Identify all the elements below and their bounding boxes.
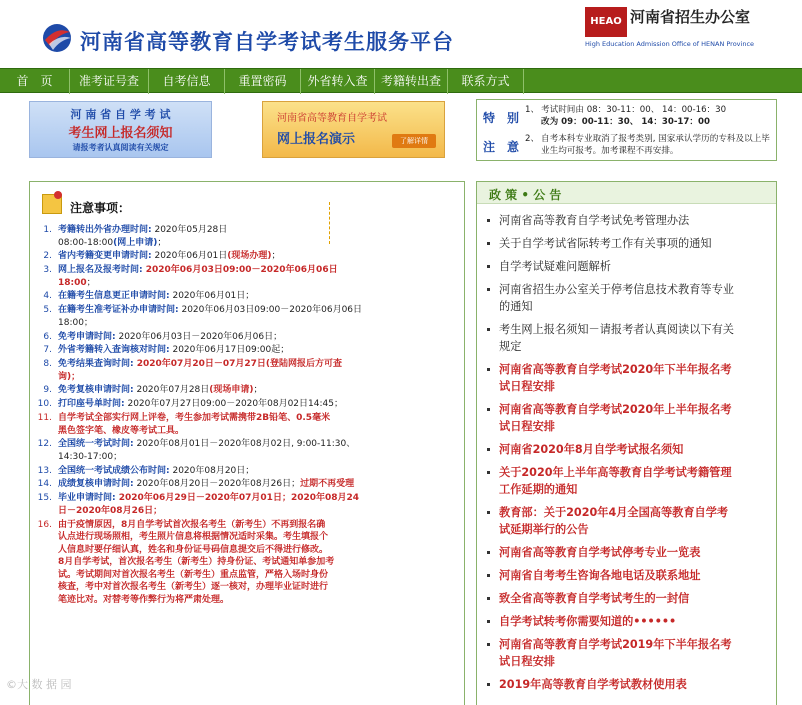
policy-link-line: 河南省2020年8月自学考试报名须知 bbox=[499, 443, 684, 456]
notice-text-segment: 2020年06月17日09:00起； bbox=[169, 345, 290, 356]
notice-item bbox=[30, 358, 466, 383]
notice-item-number: 5. bbox=[43, 305, 52, 316]
banner-demo-line1: 河南省高等教育自学考试 bbox=[277, 113, 387, 124]
notice-text-segment: 免考申请时间: bbox=[58, 331, 116, 342]
policy-link[interactable] bbox=[499, 321, 769, 355]
notice-item bbox=[30, 465, 466, 478]
notice-item-text bbox=[58, 331, 460, 344]
notice-item bbox=[30, 492, 466, 517]
watermark: ©大 数 据 园 bbox=[6, 678, 72, 691]
notice-item-line bbox=[58, 478, 460, 491]
notice-item bbox=[30, 290, 466, 303]
notice-item-text bbox=[58, 412, 460, 437]
policy-link-line: 河南省高等教育自学考试停考专业一览表 bbox=[499, 546, 701, 559]
special-row bbox=[525, 116, 773, 128]
notice-item-number: 10. bbox=[37, 399, 52, 410]
notice-item bbox=[30, 224, 466, 249]
policy-link-line: 自学考试疑难问题解析 bbox=[499, 260, 611, 273]
notice-item-line bbox=[58, 358, 460, 371]
site-logo-icon bbox=[40, 20, 74, 54]
notice-item-text bbox=[58, 224, 460, 249]
policy-link-line: 教育部：关于2020年4月全国高等教育自学考 bbox=[499, 506, 729, 519]
notice-text-segment: 笔迹比对。对替考等作弊行为将严肃处理。 bbox=[58, 594, 230, 605]
banner-notice-line3: 请报考者认真阅读有关规定 bbox=[72, 143, 169, 152]
notice-text-segment: ； bbox=[86, 277, 96, 288]
notice-text-segment: 人信息时要仔细认真，姓名和身份证号码信息提交后不得进行修改。 bbox=[58, 544, 329, 555]
notice-item-line bbox=[58, 492, 460, 505]
notice-text-segment: 2020年08月20日； bbox=[169, 465, 255, 476]
notice-item-line bbox=[58, 556, 460, 569]
notice-text-segment: 由于疫情原因，8月自学考试首次报名考生（新考生）不再到报名确 bbox=[58, 519, 326, 530]
policy-link-line: 河南省自考考生咨询各地电话及联系地址 bbox=[499, 569, 701, 582]
notice-item bbox=[30, 384, 466, 397]
policy-link[interactable] bbox=[499, 258, 769, 275]
notice-item bbox=[30, 398, 466, 411]
notice-item-line bbox=[58, 304, 460, 317]
notice-item-line bbox=[58, 331, 460, 344]
notice-text-segment: 2020年06月01日； bbox=[169, 291, 255, 302]
notice-item-line bbox=[58, 264, 460, 277]
notice-item-number: 14. bbox=[37, 479, 52, 490]
nav-contact[interactable]: 联系方式 bbox=[448, 69, 524, 94]
notice-text-segment: 在籍考生信息更正申请时间: bbox=[58, 291, 170, 302]
notice-title: 注意事项： bbox=[70, 201, 131, 215]
notice-item-line bbox=[58, 519, 460, 532]
notice-text-segment: 网上报名及报考时间: bbox=[58, 265, 143, 276]
notice-text-segment: 黑色签字笔、橡皮等考试工具。 bbox=[58, 425, 185, 436]
policy-link-line: 河南省高等教育自学考试免考管理办法 bbox=[499, 214, 690, 227]
notice-item bbox=[30, 264, 466, 289]
notice-item-line bbox=[58, 438, 460, 451]
notice-text-segment: 免考复核申请时间: bbox=[58, 385, 134, 396]
policy-link-line: 河南省招生办公室关于停考信息技术教育等专业 bbox=[499, 283, 734, 296]
policy-link[interactable] bbox=[499, 676, 769, 693]
notice-item-text bbox=[58, 398, 460, 411]
notice-text-segment: 2020年07月28日 bbox=[133, 385, 210, 396]
learn-more-button[interactable]: 了解详情 bbox=[392, 134, 436, 148]
notice-text-segment: ； bbox=[253, 385, 263, 396]
notice-text-segment: 18:00； bbox=[58, 317, 93, 328]
notice-text-segment: 2020年06月29日－2020年07月01日；2020年08月24 bbox=[115, 493, 360, 504]
notice-item bbox=[30, 250, 466, 263]
notice-text-segment: 2020年08月20日－2020年08月26日； bbox=[133, 479, 301, 490]
notice-item-text bbox=[58, 492, 460, 517]
notice-text-segment: 过期不再受理 bbox=[300, 479, 355, 490]
notice-item-number: 1. bbox=[43, 225, 52, 235]
policy-link-line: 试日程安排 bbox=[499, 380, 555, 393]
nav-transfer-out-query[interactable]: 考籍转出查 bbox=[375, 69, 448, 94]
notice-item-line bbox=[58, 290, 460, 303]
policy-link-line: 试日程安排 bbox=[499, 655, 555, 668]
special-row-num: 1、 bbox=[525, 105, 540, 115]
notice-text-segment: 2020年07月20日－07月27日(登陆网报后方可查 bbox=[133, 359, 343, 370]
notice-text-segment: 认点进行现场照相，考生照片信息将根据情况适时采集。考生填报个 bbox=[58, 532, 329, 542]
notice-item-line bbox=[58, 224, 460, 237]
site-title: 河南省高等教育自学考试考生服务平台 bbox=[80, 30, 454, 54]
notice-item-line bbox=[58, 425, 460, 438]
notice-item bbox=[30, 478, 466, 491]
notice-item bbox=[30, 519, 466, 607]
notice-text-segment: (现场办理) bbox=[227, 251, 272, 262]
special-row bbox=[525, 104, 773, 116]
office-subtitle: High Education Admission Office of HENAN Province bbox=[585, 40, 755, 48]
special-row-text: 改为 09：00-11：30、 14：30-17：00 bbox=[541, 117, 710, 127]
notice-text-segment: 2020年06月03日－2020年06月06日； bbox=[115, 331, 283, 342]
notice-item-text bbox=[58, 478, 460, 491]
notice-item-text bbox=[58, 290, 460, 303]
notice-box bbox=[29, 181, 465, 705]
notice-text-segment: 8月自学考试，首次报名考生（新考生）持身份证、考试通知单参加考 bbox=[58, 557, 335, 567]
notice-text-segment: 毕业申请时间: bbox=[58, 493, 116, 504]
registration-demo-banner[interactable] bbox=[262, 101, 445, 158]
notice-item-line bbox=[58, 371, 460, 384]
notice-text-segment: 2020年08月01日－2020年08月02日, 9:00-11:30、 bbox=[133, 439, 356, 450]
policy-link-line: 关于自学考试省际转考工作有关事项的通知 bbox=[499, 237, 712, 250]
notice-text-segment: ； bbox=[157, 237, 167, 248]
policy-link[interactable] bbox=[499, 401, 769, 435]
notice-item bbox=[30, 344, 466, 357]
notice-item-number: 12. bbox=[37, 439, 52, 450]
policy-link[interactable] bbox=[499, 235, 769, 252]
notice-item-line bbox=[58, 250, 460, 263]
notice-item-number: 11. bbox=[37, 413, 52, 423]
notice-item-line bbox=[58, 505, 460, 518]
notice-text-segment: (现场申请) bbox=[209, 385, 254, 396]
notice-item-number: 6. bbox=[43, 331, 52, 342]
notice-text-segment: 2020年06月03日09:00－2020年06月06日 bbox=[142, 265, 338, 276]
notice-item-line bbox=[58, 581, 460, 594]
policy-link-line: 工作延期的通知 bbox=[499, 483, 578, 496]
notice-item-line bbox=[58, 594, 460, 607]
notice-text-segment: 日－2020年08月26日； bbox=[58, 505, 163, 516]
policy-link-line: 规定 bbox=[499, 340, 522, 353]
policy-header bbox=[477, 182, 776, 204]
policy-link-line: 试日程安排 bbox=[499, 420, 555, 433]
nav-admission-ticket-query[interactable]: 准考证号查 bbox=[70, 69, 149, 94]
special-row-text: 考试时间由 08：30-11：00、 14：00-16：30 bbox=[541, 105, 727, 115]
notice-item bbox=[30, 412, 466, 437]
notice-item-line bbox=[58, 237, 460, 250]
notice-text-segment: 2020年06月01日 bbox=[151, 251, 228, 262]
notice-item-line bbox=[58, 412, 460, 425]
nav-transfer-in-query[interactable]: 外省转入查 bbox=[301, 69, 375, 94]
notice-item-text bbox=[58, 304, 460, 329]
notice-text-segment: ； bbox=[271, 251, 281, 262]
notice-item-text bbox=[58, 384, 460, 397]
policy-link-line: 河南省高等教育自学考试2020年上半年报名考 bbox=[499, 403, 732, 416]
policy-link[interactable] bbox=[499, 613, 769, 630]
notice-item-line bbox=[58, 384, 460, 397]
policy-link[interactable] bbox=[499, 590, 769, 607]
notice-text-segment: 2020年07月27日09:00－2020年08月02日14:45； bbox=[124, 399, 343, 410]
nav-home[interactable]: 首 页 bbox=[0, 69, 70, 94]
policy-link[interactable] bbox=[499, 544, 769, 561]
notice-item-text bbox=[58, 358, 460, 383]
header bbox=[0, 0, 802, 68]
policy-link-line: 关于2020年上半年高等教育自学考试考籍管理 bbox=[499, 466, 732, 479]
nav-exam-info[interactable]: 自考信息 bbox=[149, 69, 225, 94]
policy-link[interactable] bbox=[499, 636, 769, 670]
policy-link-line: 2019年高等教育自学考试教材使用表 bbox=[499, 678, 687, 691]
notice-text-segment: 试。考试期间对首次报名考生（新考生）重点监管，严格入场时身份 bbox=[58, 569, 329, 580]
notice-text-segment: 考籍转出外省办理时间: bbox=[58, 225, 152, 235]
notice-item-line bbox=[58, 344, 460, 357]
notice-item-line bbox=[58, 531, 460, 544]
policy-link[interactable] bbox=[499, 212, 769, 229]
attention-label: 注 意 bbox=[483, 140, 520, 154]
special-row-num: 2、 bbox=[525, 134, 540, 144]
notice-text-segment: 核查，考中对首次报名考生（新考生）逐一核对，办理毕业证时进行 bbox=[58, 582, 329, 592]
notice-item-number: 9. bbox=[43, 385, 52, 396]
special-row bbox=[525, 133, 773, 157]
banner-demo-line2: 网上报名演示 bbox=[277, 132, 356, 147]
notepad-icon bbox=[42, 194, 62, 214]
notice-text-segment: 全国统一考试成绩公布时间: bbox=[58, 465, 170, 476]
notice-item-line bbox=[58, 398, 460, 411]
notice-item-number: 13. bbox=[37, 465, 52, 476]
notice-item-number: 2. bbox=[43, 251, 52, 262]
notice-item-line bbox=[58, 317, 460, 330]
notice-text-segment: 成绩复核申请时间: bbox=[58, 479, 134, 490]
notice-item-number: 3. bbox=[43, 265, 52, 276]
notice-text-segment: (网上申请) bbox=[113, 237, 158, 248]
notice-item-number: 8. bbox=[43, 359, 52, 370]
policy-link-line: 自学考试转考你需要知道的•••••• bbox=[499, 615, 677, 628]
notice-item-text bbox=[58, 438, 460, 463]
notice-item-number: 15. bbox=[37, 493, 52, 504]
policy-link[interactable] bbox=[499, 504, 769, 538]
notice-item-line bbox=[58, 569, 460, 582]
notice-item-text bbox=[58, 519, 460, 607]
notice-item-line bbox=[58, 465, 460, 478]
policy-link-line: 致全省高等教育自学考试考生的一封信 bbox=[499, 592, 690, 605]
notice-item-text bbox=[58, 344, 460, 357]
policy-link[interactable] bbox=[499, 361, 769, 395]
policy-box bbox=[476, 181, 777, 705]
banner-notice-line2: 考生网上报名须知 bbox=[68, 126, 173, 141]
notice-item-number: 7. bbox=[43, 345, 52, 356]
special-label: 特 别 bbox=[483, 111, 520, 125]
policy-title: 政 策 • 公 告 bbox=[489, 188, 562, 202]
notice-item-text bbox=[58, 264, 460, 289]
notice-item-line bbox=[58, 451, 460, 464]
policy-link-line: 的通知 bbox=[499, 300, 533, 313]
notice-text-segment: 省内考籍变更申请时间: bbox=[58, 251, 152, 262]
notice-text-segment: 自学考试全部实行网上评卷，考生参加考试需携带2B铅笔、0.5毫米 bbox=[58, 413, 331, 423]
policy-link[interactable] bbox=[499, 281, 769, 315]
special-notice-box bbox=[476, 99, 777, 161]
notice-text-segment: 08:00-18:00 bbox=[58, 237, 114, 248]
notice-text-segment: 14:30-17:00； bbox=[58, 451, 123, 462]
notice-text-segment: 打印座号单时间: bbox=[58, 399, 125, 410]
notice-text-segment: 2020年05月28日 bbox=[151, 225, 228, 235]
notice-text-segment: 全国统一考试时间: bbox=[58, 439, 134, 450]
office-logo: HEAO bbox=[585, 7, 627, 37]
notice-item-text bbox=[58, 465, 460, 478]
registration-notice-banner[interactable] bbox=[29, 101, 212, 158]
policy-link[interactable] bbox=[499, 567, 769, 584]
main-nav bbox=[0, 68, 802, 93]
policy-link-line: 河南省高等教育自学考试2019年下半年报名考 bbox=[499, 638, 732, 651]
special-row-text: 自考本科专业取消了报考类别, 国家承认学历的专科及以上毕业生均可报考。加考课程不再安排。 bbox=[541, 134, 770, 156]
notice-item-number: 4. bbox=[43, 291, 52, 302]
notice-item bbox=[30, 438, 466, 463]
policy-link-line: 试延期举行的公告 bbox=[499, 523, 589, 536]
policy-link[interactable] bbox=[499, 464, 769, 498]
notice-text-segment: 2020年06月03日09:00－2020年06月06日 bbox=[178, 305, 363, 316]
notice-text-segment: 询)； bbox=[58, 371, 81, 382]
notice-item bbox=[30, 304, 466, 329]
policy-link[interactable] bbox=[499, 441, 769, 458]
policy-link-line: 考生网上报名须知－请报考者认真阅读以下有关 bbox=[499, 323, 734, 336]
notice-text-segment: 18:00 bbox=[58, 277, 87, 288]
notice-item-line bbox=[58, 544, 460, 557]
notice-item bbox=[30, 331, 466, 344]
notice-text-segment: 在籍考生准考证补办申请时间: bbox=[58, 305, 179, 316]
nav-reset-password[interactable]: 重置密码 bbox=[225, 69, 301, 94]
notice-item-text bbox=[58, 250, 460, 263]
notice-text-segment: 外省考籍转入查询核对时间: bbox=[58, 345, 170, 356]
notice-item-number: 16. bbox=[37, 519, 52, 530]
notice-item-line bbox=[58, 277, 460, 290]
notice-text-segment: 免考结果查询时间: bbox=[58, 359, 134, 370]
policy-link-line: 河南省高等教育自学考试2020年下半年报名考 bbox=[499, 363, 732, 376]
banner-notice-line1: 河 南 省 自 学 考 试 bbox=[70, 108, 171, 121]
office-title: 河南省招生办公室 bbox=[630, 8, 751, 26]
